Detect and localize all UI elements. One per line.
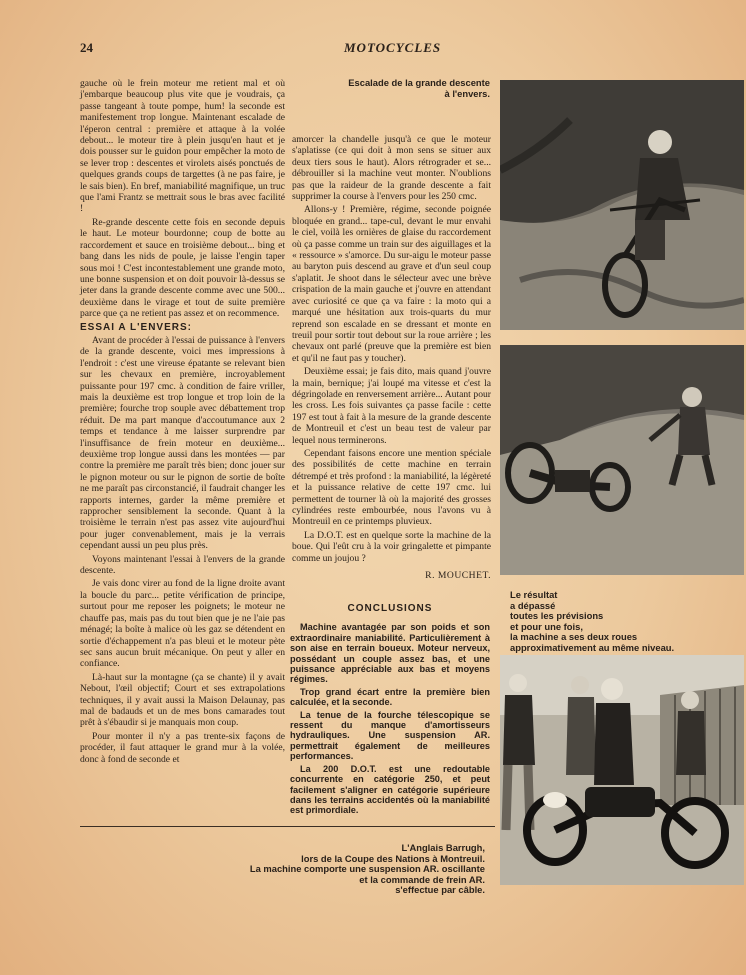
article-column-2 xyxy=(292,134,491,581)
caption-line: Le résultat xyxy=(510,589,558,600)
photo-fallen-bike xyxy=(500,345,744,575)
caption-line: Escalade de la grande descente xyxy=(348,77,490,88)
divider-rule xyxy=(80,826,495,827)
conclusion-paragraph: Trop grand écart entre la première bien calculée, et la seconde. xyxy=(290,686,490,708)
page-number: 24 xyxy=(80,40,93,55)
paragraph: Cependant faisons encore une mention spéciale des possibilités de cette machine en terrain détrempé et très profond : la maniabilité, la légèreté et la puissance relative de cette 197 cmc. lui permettent de tourner là où la majorité des grosses cylindrées reste embourbée, nous l'avons vu à Montreuil en ce printemps pluvieux. xyxy=(292,447,491,528)
paragraph: Deuxième essai; je fais dito, mais quand j'ouvre la main, bernique; j'ai loupé ma vitesse et c'est la dégringolade en renversement arrière... Autant pour les cross. Les fois suivantes ça passe facile : cette 197 est tout à fait à la mesure de la grande descente de Montreuil et c'est un beau test de valeur par lequel nous terminerons. xyxy=(292,366,491,446)
photo-rider-barrugh xyxy=(500,655,744,885)
paragraph: Là-haut sur la montagne (ça se chante) il y avait Nebout, l'œil objectif; Court et ses extrapolations techniques, il y avait aussi la Maison Delaunay, pas mal de badauds et un de mes bons camarades tout prêt à s'ébaudir si je manquais mon coup. xyxy=(80,671,285,729)
paragraph: gauche où le frein moteur me retient mal et où j'embarque beaucoup plus vite que je voudrais, ça passe tangeant à toute pompe, hum! la seconde est manifestement trop longue. Maintenant escalade de l'éperon central : première et attaque à la volée debout... le moteur tire à plein jusqu'en haut et je dois pousser sur le guidon pour empêcher la moto de se lever trop : descentes et virolets aisés ponctués de quelques grands coups de targettes (à ne pas faire, je le sais bien). En bref, maniabilité magnifique, un truc que l'ami Frantz se mettrait sous le bras avec facilité ! xyxy=(80,78,285,215)
caption-line: à l'envers. xyxy=(444,87,490,99)
conclusion-paragraph: La 200 D.O.T. est une redoutable concurrente en catégorie 250, et peut facilement s'aligner en catégorie supérieure dans les terrains accidentés où la maniabilité est primordiale. xyxy=(290,763,490,816)
conclusions-box xyxy=(290,604,490,818)
photo-caption-2 xyxy=(510,590,730,654)
caption-line: approximativement au même niveau. xyxy=(510,641,675,653)
caption-line: a dépassé xyxy=(510,599,556,611)
caption-line: et pour une fois, xyxy=(510,620,583,632)
caption-line: L'Anglais Barrugh, xyxy=(401,842,485,853)
caption-line: la machine a ses deux roues xyxy=(510,631,638,643)
paragraph: Je vais donc virer au fond de la ligne droite avant la boucle du parc... petite vérification de principe, surtout pour me reposer les poignets; le moteur ne chauffe pas, mais pas du tout bien que je ne l'aie pas ménagé; la boîte à malice où les gaz se détendent en sortie d'échappement n'a pas bleui et le moteur pète sec sans aucun bruit mécanique. On peut y aller en confiance. xyxy=(80,578,285,670)
photo-caption-1 xyxy=(300,78,490,99)
caption-line: lors de la Coupe des Nations à Montreuil. xyxy=(301,852,485,864)
section-heading: ESSAI A L'ENVERS: xyxy=(80,321,192,333)
paragraph: Voyons maintenant l'essai à l'envers de la grande descente. xyxy=(80,553,285,577)
running-title: MOTOCYCLES xyxy=(344,40,442,55)
article-column-1 xyxy=(80,78,285,767)
photo-rider-climbing xyxy=(500,80,744,330)
paragraph: Re-grande descente cette fois en seconde depuis le haut. Le moteur bourdonne; coup de botte au raccordement et sauce en troisième debout... bing et bang dans les nids de poule, je laisse l'engin taper sous moi ! C'est incontestablement une grande moto, une bonne suspension et on doit pouvoir là-dessus se jeter dans la grande descente comme avec une 500... deuxième dans le virage et tout de suite première parce que ça ne retient pas assez et on recommence. xyxy=(80,216,285,320)
photo-caption-3 xyxy=(160,843,485,896)
conclusions-title: CONCLUSIONS xyxy=(347,603,433,614)
caption-line: La machine comporte une suspension AR. oscillante xyxy=(249,863,485,875)
paragraph: Avant de procéder à l'essai de puissance à l'envers de la grande descente, voici mes impressions à l'endroit : c'est une vireuse épatante se relevant bien sur les chevaux en première, incroyablement puissante pour 197 cmc. à condition de faire vriller, mais la deuxième est trop longue et trop loin de la première; fourche trop souple avec débattement trop réduit. De ma part manque d'accoutumance aux 2 temps et tendance à me laisser surprendre par l'insuffisance de frein moteur en deuxième... deuxième trop longue aussi dans les montées — par contre la première me paraît très bien; donc jouer sur le pignon moteur ou sur le pignon de sortie de boîte ne me paraît pas circonstancié, il faudrait changer les rapports internes, garder la même première et rapprocher sensiblement la seconde. Quant à la troisième le terrain n'est pas assez vite aujourd'hui pour juger convenablement, mais je la verrais cependant aussi un peu plus près. xyxy=(80,334,285,552)
paragraph: Allons-y ! Première, régime, seconde poignée bloquée en grand... tape-cul, devant le mur envahi le ciel, voilà les ornières de glaise du raccordement où ça passe comme un train sur des aiguillages et la « ressource » s'amorce. Du sur-aigu le moteur passe au baryton puis descend au grave et d'un seul coup s'aplatit. Je shoot dans le sélecteur avec une brève crispation de la main gauche et j'ouvre en attendant avec curiosité ce que ça va faire : la moto qui a marqué une hésitation aux trois-quarts du mur reprend son escalade en se dressant et monte en treuil pour sortir tout debout sur la roue arrière ; les chevaux ont parlé (preuve que la première est bien et qu'il ne faut pas y toucher). xyxy=(292,204,491,364)
paragraph: La D.O.T. est en quelque sorte la machine de la boue. Qui l'eût cru à la voir gringalette et pimpante comme un joujou ? xyxy=(292,529,491,564)
caption-line: et la commande de frein AR. xyxy=(359,873,485,885)
caption-line: s'effectue par câble. xyxy=(395,884,485,896)
paragraph: Pour monter il n'y a pas trente-six façons de procéder, il faut attaquer le grand mur à la volée, donc à fond de seconde et xyxy=(80,730,285,765)
conclusion-paragraph: Machine avantagée par son poids et son extraordinaire maniabilité. Particulièrement à son aise en terrain boueux. Moteur nerveux, possédant un couple assez bas, et une puissance appréciable aux bas et moyens régimes. xyxy=(290,622,490,685)
conclusion-paragraph: La tenue de la fourche télescopique se ressent du manque d'amortisseurs hydrauliques. Une suspension AR. permettrait également de meilleures performances. xyxy=(290,709,490,762)
paragraph: amorcer la chandelle jusqu'à ce que le moteur s'aplatisse (ce qui doit à mon sens se situer aux deux tiers sous le haut). Alors rétrograder et se... débrouiller si la machine veut monter. N'oublions pas que la raideur de la grande descente a fait supprimer la course à l'envers pour les 250 cmc. xyxy=(292,134,491,203)
author-signature: R. MOUCHET. xyxy=(425,570,491,582)
caption-line: toutes les prévisions xyxy=(510,610,604,622)
